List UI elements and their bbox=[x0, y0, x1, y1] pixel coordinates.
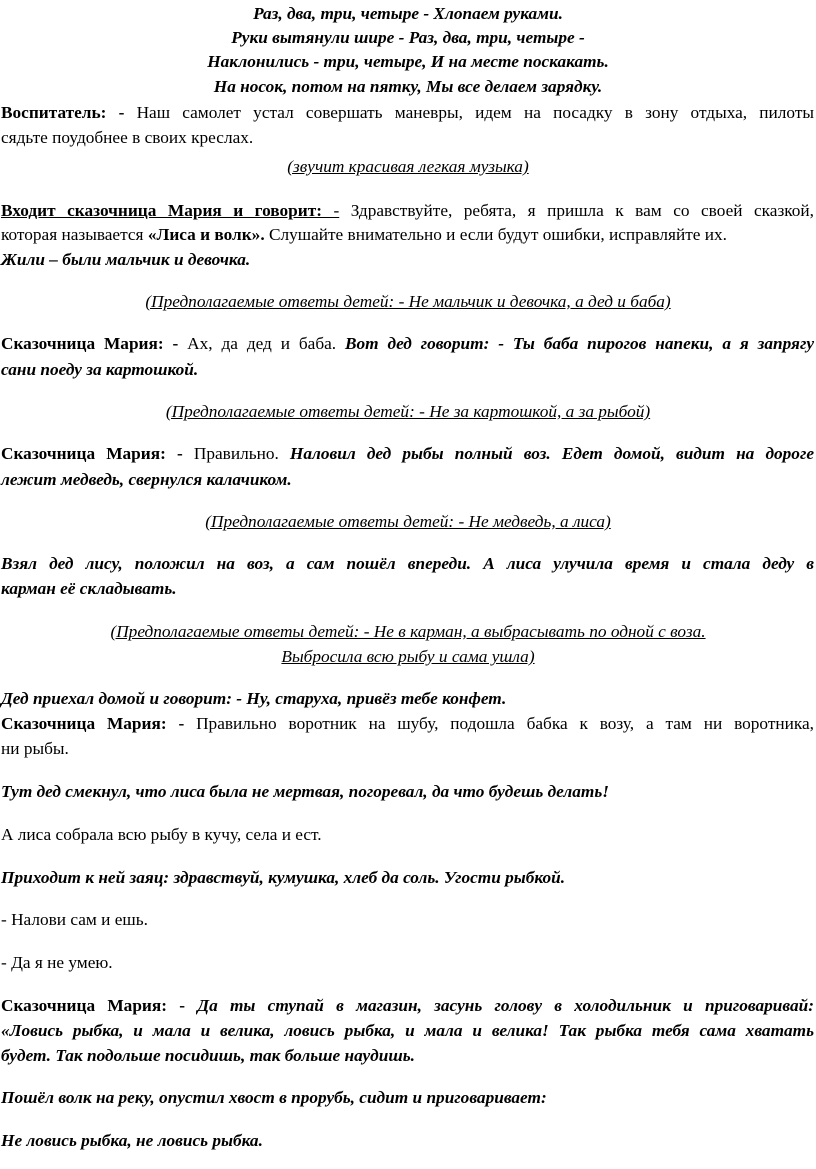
story-text-3a: Взял дед лису, положил на воз, а сам пошёл впереди. А лиса улучила время и стала деду в bbox=[1, 554, 814, 573]
story-text-6: А лиса собрала всю рыбу в кучу, села и ест. bbox=[1, 825, 322, 844]
educator-paragraph-line-1 bbox=[0, 101, 814, 125]
storyteller-line-3 bbox=[0, 712, 814, 736]
story-text-2a: Наловил дед рыбы полный воз. Едет домой, видит на дороге bbox=[289, 444, 814, 463]
story-text-8a: Да ты ступай в магазин, засунь голову в холодильник и приговаривай: bbox=[185, 996, 814, 1015]
expected-answer-4-line-2: Выбросила всю рыбу и сама ушла) bbox=[281, 647, 535, 666]
story-text-1b: сани поеду за картошкой. bbox=[1, 360, 199, 379]
storyteller-intro-text-b1: которая называется bbox=[1, 225, 148, 244]
storyteller-intro-text-b2: Слушайте внимательно и если будут ошибки, исправляйте их. bbox=[264, 225, 727, 244]
storyteller-speaker-4: Сказочница Мария: - bbox=[1, 996, 186, 1015]
story-text-9: Пошёл волк на реку, опустил хвост в прорубь, сидит и приговаривает: bbox=[1, 1088, 547, 1107]
story-text-8c: будет. Так подольше посидишь, так больше наудишь. bbox=[1, 1046, 415, 1065]
tale-title: «Лиса и волк». bbox=[147, 225, 265, 244]
story-text-5: Тут дед смекнул, что лиса была не мертвая, погоревал, да что будешь делать! bbox=[1, 782, 609, 801]
storyteller-enter-label: Входит сказочница Мария и говорит: bbox=[1, 201, 334, 220]
storyteller-line-4 bbox=[0, 994, 814, 1018]
rhyme-line-3: Наклонились - три, четыре, И на месте поскакать. bbox=[207, 52, 609, 71]
educator-text-a: Наш самолет устал совершать маневры, идем на посадку в зону отдыха, пилоты bbox=[124, 103, 814, 122]
music-note: (звучит красивая легкая музыка) bbox=[287, 157, 529, 176]
story-text-2b: лежит медведь, свернулся калачиком. bbox=[1, 470, 292, 489]
storyteller-text-3b: ни рыбы. bbox=[1, 739, 69, 758]
expected-answer-3: (Предполагаемые ответы детей: - Не медведь, а лиса) bbox=[205, 512, 611, 531]
educator-paragraph-line-2: сядьте поудобнее в своих креслах. bbox=[1, 128, 254, 147]
story-text-7: Приходит к ней заяц: здравствуй, кумушка, хлеб да соль. Угости рыбкой. bbox=[1, 868, 566, 887]
rhyme-line-1: Раз, два, три, четыре - Хлопаем руками. bbox=[253, 4, 563, 23]
storyteller-text-3a: Правильно воротник на шубу, подошла бабка к возу, а там ни воротника, bbox=[184, 714, 814, 733]
storyteller-intro-text-a: Здравствуйте, ребята, я пришла к вам со своей сказкой, bbox=[339, 201, 814, 220]
storyteller-line-2 bbox=[0, 442, 814, 466]
storyteller-speaker-2: Сказочница Мария: - bbox=[1, 444, 183, 463]
storyteller-intro-line-1 bbox=[0, 199, 814, 223]
storyteller-text-2: Правильно. bbox=[182, 444, 290, 463]
story-text-3b: карман её складывать. bbox=[1, 579, 177, 598]
educator-speaker: Воспитатель: - bbox=[1, 103, 125, 122]
dialogue-line-1: - Налови сам и ешь. bbox=[1, 910, 148, 929]
storyteller-speaker-3: Сказочница Мария: - bbox=[1, 714, 185, 733]
story-text-4: Дед приехал домой и говорит: - Ну, старуха, привёз тебе конфет. bbox=[1, 689, 507, 708]
story-text-1a: Вот дед говорит: - Ты баба пирогов напеки, а я запрягу bbox=[345, 334, 814, 353]
storyteller-dash: - bbox=[333, 201, 340, 220]
story-text-8b: «Ловись рыбка, и мала и велика, ловись рыбка, и мала и велика! Так рыбка тебя сама хватать bbox=[1, 1021, 814, 1040]
storyteller-line-1 bbox=[0, 332, 814, 356]
rhyme-line-4: На носок, потом на пятку, Мы все делаем зарядку. bbox=[213, 77, 603, 96]
dialogue-line-2: - Да я не умею. bbox=[1, 953, 113, 972]
storyteller-text-1: Ах, да дед и баба. bbox=[178, 334, 345, 353]
storyteller-intro-line-2 bbox=[0, 223, 816, 247]
expected-answer-2: (Предполагаемые ответы детей: - Не за картошкой, а за рыбой) bbox=[165, 402, 651, 421]
expected-answer-4-line-1: (Предполагаемые ответы детей: - Не в карман, а выбрасывать по одной с воза. bbox=[110, 622, 706, 641]
story-text-10: Не ловись рыбка, не ловись рыбка. bbox=[1, 1131, 263, 1150]
story-line-start: Жили – были мальчик и девочка. bbox=[1, 250, 251, 269]
storyteller-speaker-1: Сказочница Мария: - bbox=[1, 334, 179, 353]
expected-answer-1: (Предполагаемые ответы детей: - Не мальчик и девочка, а дед и баба) bbox=[145, 292, 671, 311]
rhyme-line-2: Руки вытянули шире - Раз, два, три, четыре - bbox=[231, 28, 585, 47]
